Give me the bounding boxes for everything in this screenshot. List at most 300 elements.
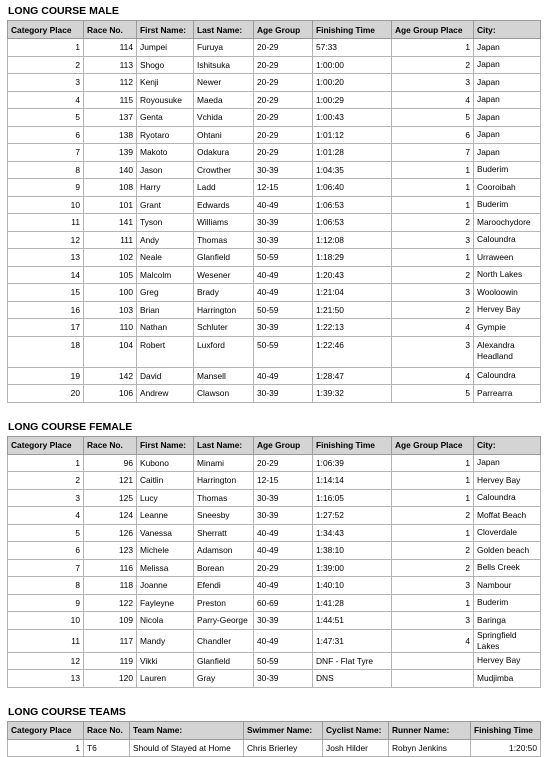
table-cell: 112	[84, 74, 137, 92]
table-cell: 4	[392, 629, 474, 652]
table-header-row	[8, 721, 541, 739]
table-cell: DNS	[313, 670, 392, 688]
table-row	[8, 179, 541, 197]
table-cell: Brian	[137, 301, 194, 319]
column-header: Finishing Time	[471, 721, 541, 739]
table-body-female	[8, 454, 541, 687]
table-cell: Harrington	[194, 301, 254, 319]
table-cell: 1:18:29	[313, 249, 392, 267]
table-cell: Thomas	[194, 231, 254, 249]
table-cell: Greg	[137, 284, 194, 302]
table-cell: 3	[392, 336, 474, 367]
table-cell: Cloverdale	[474, 524, 541, 542]
table-cell: 5	[8, 524, 84, 542]
column-header: Category Place	[8, 21, 84, 39]
table-cell: Andrew	[137, 385, 194, 403]
table-header-row	[8, 21, 541, 39]
table-row	[8, 524, 541, 542]
table-cell: 110	[84, 319, 137, 337]
table-cell: Wesener	[194, 266, 254, 284]
table-cell: 30-39	[254, 385, 313, 403]
table-cell: 1:40:10	[313, 577, 392, 595]
table-cell: 4	[8, 507, 84, 525]
table-cell: Glanfield	[194, 652, 254, 670]
table-cell: Shogo	[137, 56, 194, 74]
column-header: Race No.	[84, 21, 137, 39]
table-cell: Williams	[194, 214, 254, 232]
table-cell: 1:44:51	[313, 612, 392, 630]
table-cell: 2	[8, 472, 84, 490]
table-cell: Royousuke	[137, 91, 194, 109]
table-cell: 30-39	[254, 231, 313, 249]
column-header: Finishing Time	[313, 436, 392, 454]
table-cell: 20-29	[254, 454, 313, 472]
table-cell: 5	[8, 109, 84, 127]
table-row	[8, 109, 541, 127]
table-cell: 1	[8, 739, 84, 757]
table-cell: 101	[84, 196, 137, 214]
results-table-male	[7, 20, 541, 403]
table-cell: Furuya	[194, 39, 254, 57]
table-cell: Cooroibah	[474, 179, 541, 197]
table-cell: Japan	[474, 39, 541, 57]
table-cell: 9	[8, 179, 84, 197]
table-cell: Hervey Bay	[474, 652, 541, 670]
table-cell: 1:20:43	[313, 266, 392, 284]
table-cell: 5	[392, 109, 474, 127]
table-cell: 50-59	[254, 249, 313, 267]
table-cell: 121	[84, 472, 137, 490]
table-cell: Newer	[194, 74, 254, 92]
table-cell: 1	[392, 454, 474, 472]
table-row	[8, 249, 541, 267]
table-cell: 1	[8, 454, 84, 472]
table-row	[8, 739, 541, 757]
table-cell: 105	[84, 266, 137, 284]
table-cell: 30-39	[254, 489, 313, 507]
table-cell: 2	[392, 559, 474, 577]
section-title-teams: LONG COURSE TEAMS	[0, 704, 545, 721]
table-cell: 2	[8, 56, 84, 74]
table-cell: 2	[392, 56, 474, 74]
column-header: Category Place	[8, 436, 84, 454]
table-cell: 4	[392, 367, 474, 385]
table-cell: 138	[84, 126, 137, 144]
table-cell: 1	[392, 472, 474, 490]
table-cell: 17	[8, 319, 84, 337]
table-row	[8, 577, 541, 595]
table-cell: 20-29	[254, 109, 313, 127]
column-header: Age Group	[254, 436, 313, 454]
table-cell: Japan	[474, 126, 541, 144]
table-cell: 20	[8, 385, 84, 403]
table-cell: 6	[8, 542, 84, 560]
table-cell: 6	[392, 126, 474, 144]
table-cell: Caloundra	[474, 367, 541, 385]
table-row	[8, 196, 541, 214]
table-row	[8, 319, 541, 337]
column-header: City:	[474, 21, 541, 39]
table-cell: Jason	[137, 161, 194, 179]
table-cell: Grant	[137, 196, 194, 214]
table-cell: 2	[392, 214, 474, 232]
table-cell: 1:27:52	[313, 507, 392, 525]
table-cell: 19	[8, 367, 84, 385]
table-cell: Lucy	[137, 489, 194, 507]
table-cell: Glanfield	[194, 249, 254, 267]
table-cell: Harry	[137, 179, 194, 197]
table-cell: 30-39	[254, 214, 313, 232]
table-cell: 40-49	[254, 196, 313, 214]
table-cell: 3	[8, 489, 84, 507]
table-cell: Preston	[194, 594, 254, 612]
table-cell: Wooloowin	[474, 284, 541, 302]
table-cell: 125	[84, 489, 137, 507]
table-cell: 3	[392, 231, 474, 249]
table-cell: 140	[84, 161, 137, 179]
table-cell: Parrearra	[474, 385, 541, 403]
table-cell: 5	[392, 385, 474, 403]
table-cell: Japan	[474, 144, 541, 162]
table-body-male	[8, 39, 541, 403]
table-cell: 6	[8, 126, 84, 144]
table-row	[8, 161, 541, 179]
table-cell: 13	[8, 670, 84, 688]
table-cell: 1:21:04	[313, 284, 392, 302]
table-cell: Adamson	[194, 542, 254, 560]
table-cell: Michele	[137, 542, 194, 560]
table-cell: Ishitsuka	[194, 56, 254, 74]
table-cell: Japan	[474, 109, 541, 127]
table-cell: 20-29	[254, 39, 313, 57]
table-cell: 113	[84, 56, 137, 74]
table-cell: 104	[84, 336, 137, 367]
table-cell: Melissa	[137, 559, 194, 577]
table-row	[8, 231, 541, 249]
table-cell: 12	[8, 652, 84, 670]
table-cell: 7	[8, 144, 84, 162]
table-cell: 30-39	[254, 161, 313, 179]
table-cell: 1:06:40	[313, 179, 392, 197]
table-row	[8, 629, 541, 652]
section-title-male: LONG COURSE MALE	[0, 3, 545, 20]
table-cell: Parry-George	[194, 612, 254, 630]
table-cell: Should of Stayed at Home	[130, 739, 244, 757]
table-cell: 2	[392, 542, 474, 560]
table-cell: 1:34:43	[313, 524, 392, 542]
table-cell: Mansell	[194, 367, 254, 385]
table-row	[8, 214, 541, 232]
table-cell: Buderim	[474, 594, 541, 612]
section-title-female: LONG COURSE FEMALE	[0, 419, 545, 436]
table-cell: 1:39:32	[313, 385, 392, 403]
table-cell: 96	[84, 454, 137, 472]
table-row	[8, 74, 541, 92]
table-row	[8, 367, 541, 385]
table-cell: 126	[84, 524, 137, 542]
table-cell: 1	[392, 196, 474, 214]
column-header: City:	[474, 436, 541, 454]
table-cell: 109	[84, 612, 137, 630]
column-header: Race No.	[84, 721, 130, 739]
table-cell: 12	[8, 231, 84, 249]
table-cell: 60-69	[254, 594, 313, 612]
table-cell: Caloundra	[474, 489, 541, 507]
table-cell: 1:47:31	[313, 629, 392, 652]
table-cell	[392, 652, 474, 670]
table-cell: Springfield Lakes	[474, 629, 541, 652]
table-cell: Japan	[474, 454, 541, 472]
table-cell: 102	[84, 249, 137, 267]
table-cell: Baringa	[474, 612, 541, 630]
table-cell: 1	[392, 179, 474, 197]
table-cell: 4	[392, 319, 474, 337]
table-cell: 120	[84, 670, 137, 688]
table-cell: 3	[8, 74, 84, 92]
table-cell: Borean	[194, 559, 254, 577]
table-cell: 11	[8, 214, 84, 232]
table-cell: 8	[8, 161, 84, 179]
table-cell: 20-29	[254, 126, 313, 144]
table-cell: 1	[8, 39, 84, 57]
table-cell: 116	[84, 559, 137, 577]
table-cell: 40-49	[254, 542, 313, 560]
table-cell: Edwards	[194, 196, 254, 214]
table-cell: 1:00:29	[313, 91, 392, 109]
table-cell: Vikki	[137, 652, 194, 670]
table-cell: 2	[392, 266, 474, 284]
table-cell: Lauren	[137, 670, 194, 688]
table-cell: 1	[392, 594, 474, 612]
table-cell: 20-29	[254, 56, 313, 74]
table-cell: 100	[84, 284, 137, 302]
table-cell: 12-15	[254, 179, 313, 197]
table-cell: 8	[8, 577, 84, 595]
table-cell: 1:04:35	[313, 161, 392, 179]
table-cell: North Lakes	[474, 266, 541, 284]
table-cell: 1:14:14	[313, 472, 392, 490]
table-body-teams	[8, 739, 541, 757]
table-cell: Kubono	[137, 454, 194, 472]
table-cell: Ohtani	[194, 126, 254, 144]
table-cell: Leanne	[137, 507, 194, 525]
table-cell: 3	[392, 74, 474, 92]
table-cell: 1:38:10	[313, 542, 392, 560]
table-row	[8, 91, 541, 109]
column-header: Age Group Place	[392, 21, 474, 39]
table-cell: Caloundra	[474, 231, 541, 249]
column-header: First Name:	[137, 436, 194, 454]
column-header: Age Group	[254, 21, 313, 39]
table-cell: 13	[8, 249, 84, 267]
table-cell: 1:20:50	[471, 739, 541, 757]
table-row	[8, 144, 541, 162]
table-cell: 40-49	[254, 266, 313, 284]
table-cell: Japan	[474, 56, 541, 74]
table-cell: Chandler	[194, 629, 254, 652]
table-cell: Mandy	[137, 629, 194, 652]
table-cell: 1:06:53	[313, 196, 392, 214]
table-cell: 1:01:12	[313, 126, 392, 144]
table-cell: Hervey Bay	[474, 301, 541, 319]
table-cell: Genta	[137, 109, 194, 127]
table-cell: Kenji	[137, 74, 194, 92]
table-cell: Crowther	[194, 161, 254, 179]
table-cell: Malcolm	[137, 266, 194, 284]
table-cell: Clawson	[194, 385, 254, 403]
table-cell: 1:16:05	[313, 489, 392, 507]
table-cell: Urraween	[474, 249, 541, 267]
table-cell: Nicola	[137, 612, 194, 630]
table-row	[8, 284, 541, 302]
table-row	[8, 39, 541, 57]
table-cell: 1:22:13	[313, 319, 392, 337]
table-cell: Japan	[474, 91, 541, 109]
table-cell: 4	[392, 91, 474, 109]
table-cell: 57:33	[313, 39, 392, 57]
table-cell: 7	[8, 559, 84, 577]
table-cell: Buderim	[474, 161, 541, 179]
table-row	[8, 489, 541, 507]
table-cell: Thomas	[194, 489, 254, 507]
table-cell: 18	[8, 336, 84, 367]
table-cell: 3	[392, 284, 474, 302]
column-header: Category Place	[8, 721, 84, 739]
column-header: Race No.	[84, 436, 137, 454]
table-cell: 2	[392, 301, 474, 319]
table-cell: 20-29	[254, 74, 313, 92]
table-cell: Sherratt	[194, 524, 254, 542]
table-cell: 40-49	[254, 367, 313, 385]
table-cell: 142	[84, 367, 137, 385]
table-cell: Josh Hilder	[323, 739, 389, 757]
table-row	[8, 56, 541, 74]
table-cell: 9	[8, 594, 84, 612]
table-row	[8, 594, 541, 612]
table-cell: David	[137, 367, 194, 385]
table-cell: 1:00:00	[313, 56, 392, 74]
table-cell: 30-39	[254, 507, 313, 525]
column-header: Runner Name:	[389, 721, 471, 739]
table-cell: Caitlin	[137, 472, 194, 490]
table-cell: Odakura	[194, 144, 254, 162]
table-cell: 4	[8, 91, 84, 109]
table-cell: 139	[84, 144, 137, 162]
table-cell: 118	[84, 577, 137, 595]
column-header: Team Name:	[130, 721, 244, 739]
table-cell: 40-49	[254, 577, 313, 595]
table-cell: 20-29	[254, 91, 313, 109]
table-cell: 122	[84, 594, 137, 612]
column-header: Swimmer Name:	[244, 721, 323, 739]
table-cell: 123	[84, 542, 137, 560]
column-header: Cyclist Name:	[323, 721, 389, 739]
table-cell: 40-49	[254, 524, 313, 542]
table-cell: Ladd	[194, 179, 254, 197]
table-cell: 1:00:20	[313, 74, 392, 92]
table-cell: Maeda	[194, 91, 254, 109]
table-cell: Ryotaro	[137, 126, 194, 144]
table-cell: 40-49	[254, 284, 313, 302]
table-cell: DNF - Flat Tyre	[313, 652, 392, 670]
table-cell: 50-59	[254, 336, 313, 367]
table-cell: Sneesby	[194, 507, 254, 525]
table-header-row	[8, 436, 541, 454]
table-row	[8, 336, 541, 367]
table-cell: 7	[392, 144, 474, 162]
table-cell: Bells Creek	[474, 559, 541, 577]
table-cell: Robert	[137, 336, 194, 367]
table-cell: 1	[392, 249, 474, 267]
table-cell	[392, 670, 474, 688]
table-cell: 141	[84, 214, 137, 232]
table-cell: 30-39	[254, 612, 313, 630]
column-header: Age Group Place	[392, 436, 474, 454]
table-cell: Schluter	[194, 319, 254, 337]
table-cell: 1:39:00	[313, 559, 392, 577]
table-row	[8, 612, 541, 630]
table-cell: Brady	[194, 284, 254, 302]
table-cell: 3	[392, 577, 474, 595]
table-cell: 103	[84, 301, 137, 319]
table-cell: Hervey Bay	[474, 472, 541, 490]
table-row	[8, 301, 541, 319]
table-cell: 10	[8, 196, 84, 214]
table-cell: 30-39	[254, 319, 313, 337]
results-table-female	[7, 436, 541, 688]
table-cell: 124	[84, 507, 137, 525]
table-cell: 1:00:43	[313, 109, 392, 127]
table-row	[8, 266, 541, 284]
table-cell: Robyn Jenkins	[389, 739, 471, 757]
table-cell: 3	[392, 612, 474, 630]
table-cell: 108	[84, 179, 137, 197]
table-cell: 20-29	[254, 559, 313, 577]
table-cell: Efendi	[194, 577, 254, 595]
table-cell: Mudjimba	[474, 670, 541, 688]
table-cell: 115	[84, 91, 137, 109]
table-cell: Joanne	[137, 577, 194, 595]
table-row	[8, 542, 541, 560]
column-header: Last Name:	[194, 21, 254, 39]
table-cell: 1:22:46	[313, 336, 392, 367]
table-cell: Fayleyne	[137, 594, 194, 612]
table-cell: Andy	[137, 231, 194, 249]
table-cell: 2	[392, 507, 474, 525]
table-cell: 14	[8, 266, 84, 284]
table-cell: 16	[8, 301, 84, 319]
table-cell: Gray	[194, 670, 254, 688]
table-row	[8, 472, 541, 490]
table-cell: 1:01:28	[313, 144, 392, 162]
table-cell: 114	[84, 39, 137, 57]
table-cell: 50-59	[254, 652, 313, 670]
table-cell: 15	[8, 284, 84, 302]
table-cell: Buderim	[474, 196, 541, 214]
table-cell: Makoto	[137, 144, 194, 162]
table-cell: 106	[84, 385, 137, 403]
table-cell: 1	[392, 39, 474, 57]
table-cell: 40-49	[254, 629, 313, 652]
table-row	[8, 126, 541, 144]
table-cell: 1:06:53	[313, 214, 392, 232]
table-cell: 50-59	[254, 301, 313, 319]
table-row	[8, 507, 541, 525]
table-cell: 11	[8, 629, 84, 652]
table-cell: Harrington	[194, 472, 254, 490]
table-row	[8, 385, 541, 403]
table-cell: Japan	[474, 74, 541, 92]
